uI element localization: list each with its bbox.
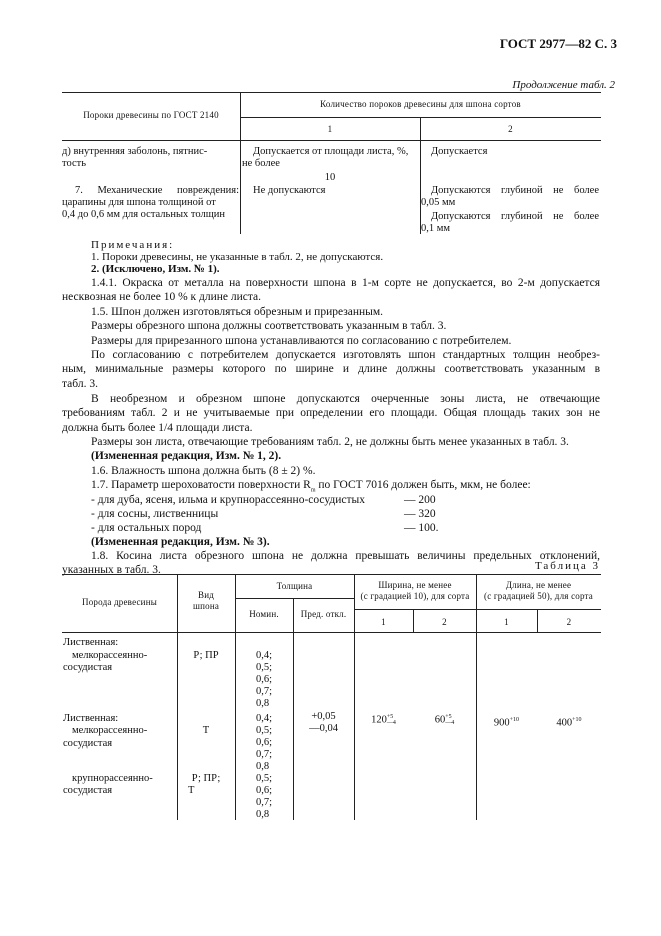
table3-width-grade-2: 2 bbox=[442, 617, 447, 627]
paragraph-1-8: 1.8. Косина листа обрезного шпона не должна превышать величины предельных отклонений, bbox=[91, 550, 600, 562]
note-1: 1. Пороки древесины, не указанные в табл. 2, не допускаются. bbox=[91, 251, 384, 263]
paragraph-1-5: требованиям табл. 2 и не учитываемые при определении его площади. Общая площадь таких зон не bbox=[62, 407, 600, 419]
notes-title: Примечания: bbox=[91, 239, 175, 251]
table2-row-grade1: не более bbox=[242, 158, 280, 169]
table3-nominal: 0,7; bbox=[256, 797, 273, 808]
paragraph-1-4-1: несквозная не более 10 % к длине листа. bbox=[62, 291, 262, 303]
table3-species: мелкорассеянно- bbox=[72, 650, 148, 661]
paragraph-1-5: В необрезном и обрезном шпоне допускаются очерченные зоны листа, не отвечающие bbox=[91, 393, 600, 405]
table3-nominal: 0,5; bbox=[256, 662, 273, 673]
page-header: ГОСТ 2977—82 С. 3 bbox=[499, 36, 617, 51]
table2-row-grade1: Допускается от площади листа, %, bbox=[253, 146, 409, 157]
table2-row-defect: царапины для шпона толщиной от bbox=[62, 197, 216, 208]
table3-species: Лиственная: bbox=[63, 637, 119, 648]
table3-nominal: 0,8 bbox=[256, 698, 270, 709]
paragraph-1-5: Размеры для прирезанного шпона устанавливаются по согласованию с потребителем. bbox=[91, 335, 512, 347]
paragraph-1-6: 1.6. Влажность шпона должна быть (8 ± 2) %. bbox=[91, 465, 316, 477]
paragraph-1-5: Размеры зон листа, отвечающие требованиям табл. 2, не должны быть менее указанных в табл. 3. bbox=[91, 436, 569, 448]
table2-row-defect: 7. Механические повреждения: bbox=[75, 185, 239, 196]
table3-length-grade-1-value: $900^{+10}$ bbox=[493, 717, 520, 729]
table3-width-grade-2-value: 60+5 —4 bbox=[434, 714, 455, 726]
paragraph-1-8: указанных в табл. 3. bbox=[62, 564, 161, 576]
table3-nominal: 0,4; bbox=[256, 713, 273, 724]
roughness-value: — 200 bbox=[404, 494, 436, 506]
table2-row-defect: 0,4 до 0,6 мм для остальных толщин bbox=[62, 209, 226, 220]
revision-note: (Измененная редакция, Изм. № 1, 2). bbox=[91, 450, 282, 462]
paragraph-1-7: 1.7. Параметр шероховатости поверхности $R_m$ по ГОСТ 7016 должен быть, мкм, не более: bbox=[91, 479, 531, 494]
revision-note: (Измененная редакция, Изм. № 3). bbox=[91, 536, 270, 548]
table3-nominal: 0,5; bbox=[256, 773, 273, 784]
table3-kind-header: шпона bbox=[192, 601, 220, 611]
table3-species: сосудистая bbox=[63, 662, 113, 673]
roughness-value: — 100. bbox=[404, 522, 439, 534]
table3-kind: Р; ПР bbox=[193, 650, 219, 661]
table-continuation-label: Продолжение табл. 2 bbox=[512, 79, 615, 91]
roughness-item: - для остальных пород bbox=[91, 522, 202, 534]
paragraph-1-5: Размеры обрезного шпона должны соответствовать указанным в табл. 3. bbox=[91, 320, 447, 332]
paragraph-1-5: должна быть более 1/4 площади листа. bbox=[62, 422, 253, 434]
table3-width-grade-1: 1 bbox=[381, 617, 386, 627]
table3-kind: Т bbox=[188, 785, 195, 796]
table3-deviation-header: Пред. откл. bbox=[300, 609, 347, 619]
table3-width-grade-1-value: 120+5 —4 bbox=[371, 714, 396, 726]
table3-deviation: +0,05 bbox=[311, 711, 336, 722]
table3-thickness-header: Толщина bbox=[276, 581, 313, 591]
table3-nominal: 0,6; bbox=[256, 785, 273, 796]
paragraph-1-4-1: 1.4.1. Окраска от металла на поверхности шпона в 1-м сорте не допускается, во 2-м допускается bbox=[91, 277, 600, 289]
table3-kind: Т bbox=[202, 725, 210, 736]
table2-row-grade2: Допускаются глубиной не более bbox=[431, 185, 599, 196]
table2-row-defect: тость bbox=[62, 158, 86, 169]
paragraph-1-5: По согласованию с потребителем допускается изготовлять шпон стандартных толщин необрез- bbox=[91, 349, 600, 361]
paragraph-1-5: табл. 3. bbox=[62, 378, 98, 390]
table3-nominal: 0,8 bbox=[256, 761, 270, 772]
table2-col-defects-header: Пороки древесины по ГОСТ 2140 bbox=[83, 110, 219, 120]
table3-nominal-header: Номин. bbox=[249, 609, 279, 619]
table3-kind-header: Вид bbox=[198, 590, 214, 600]
table3-species: крупнорассеянно- bbox=[72, 773, 153, 784]
table2-row-grade2: 0,1 мм bbox=[421, 223, 451, 234]
table2-grade-1-header: 1 bbox=[327, 124, 333, 134]
table2-row-grade2: Допускаются глубиной не более bbox=[431, 211, 599, 222]
table2-grade-2-header: 2 bbox=[508, 124, 513, 134]
table3-kind: Р; ПР; bbox=[191, 773, 221, 784]
roughness-value: — 320 bbox=[404, 508, 436, 520]
table3-width-header: (с градацией 10), для сорта bbox=[360, 591, 470, 601]
note-2: 2. (Исключено, Изм. № 1). bbox=[91, 263, 220, 275]
paragraph-1-5: ным, минимальные размеры которого по ширине и длине должны соответствовать указанным в bbox=[62, 363, 600, 375]
table3-nominal: 0,5; bbox=[256, 725, 273, 736]
roughness-item: - для сосны, лиственницы bbox=[91, 508, 219, 520]
table3-length-header: (с градацией 50), для сорта bbox=[484, 591, 593, 601]
paragraph-1-5: 1.5. Шпон должен изготовляться обрезным и прирезанным. bbox=[91, 306, 384, 318]
table3-nominal: 0,6; bbox=[256, 674, 273, 685]
table3-nominal: 0,7; bbox=[256, 749, 273, 760]
table2-row-grade1-value: 10 bbox=[324, 172, 336, 183]
table2-row-defect: д) внутренняя заболонь, пятнис- bbox=[62, 146, 208, 157]
table3-nominal: 0,7; bbox=[256, 686, 273, 697]
table2-row-grade1: Не допускаются bbox=[253, 185, 326, 196]
table3-nominal: 0,4; bbox=[256, 650, 273, 661]
table3-species-header: Порода древесины bbox=[82, 597, 157, 607]
table3-species: Лиственная: bbox=[63, 713, 119, 724]
table3-species: сосудистая bbox=[63, 785, 113, 796]
table3-deviation: —0,04 bbox=[309, 723, 338, 734]
table3-species: сосудистая bbox=[63, 738, 113, 749]
table2-col-quantity-header: Количество пороков древесины для шпона сортов bbox=[320, 99, 521, 109]
table3-length-grade-2-value: $400^{+10}$ bbox=[556, 717, 582, 729]
roughness-item: - для дуба, ясеня, ильма и крупнорассеянно-сосудистых bbox=[91, 494, 366, 506]
table3-length-grade-2: 2 bbox=[566, 617, 572, 627]
table3-nominal: 0,8 bbox=[256, 809, 270, 820]
table3-species: мелкорассеянно- bbox=[72, 725, 148, 736]
table3-width-header: Ширина, не менее bbox=[378, 580, 452, 590]
table2-row-grade2: Допускается bbox=[431, 146, 488, 157]
table3-length-header: Длина, не менее bbox=[505, 580, 572, 590]
table3-length-grade-1: 1 bbox=[504, 617, 509, 627]
table3-nominal: 0,6; bbox=[256, 737, 273, 748]
table2-row-grade2: 0,05 мм bbox=[421, 197, 456, 208]
table3-caption: Таблица 3 bbox=[534, 560, 600, 572]
